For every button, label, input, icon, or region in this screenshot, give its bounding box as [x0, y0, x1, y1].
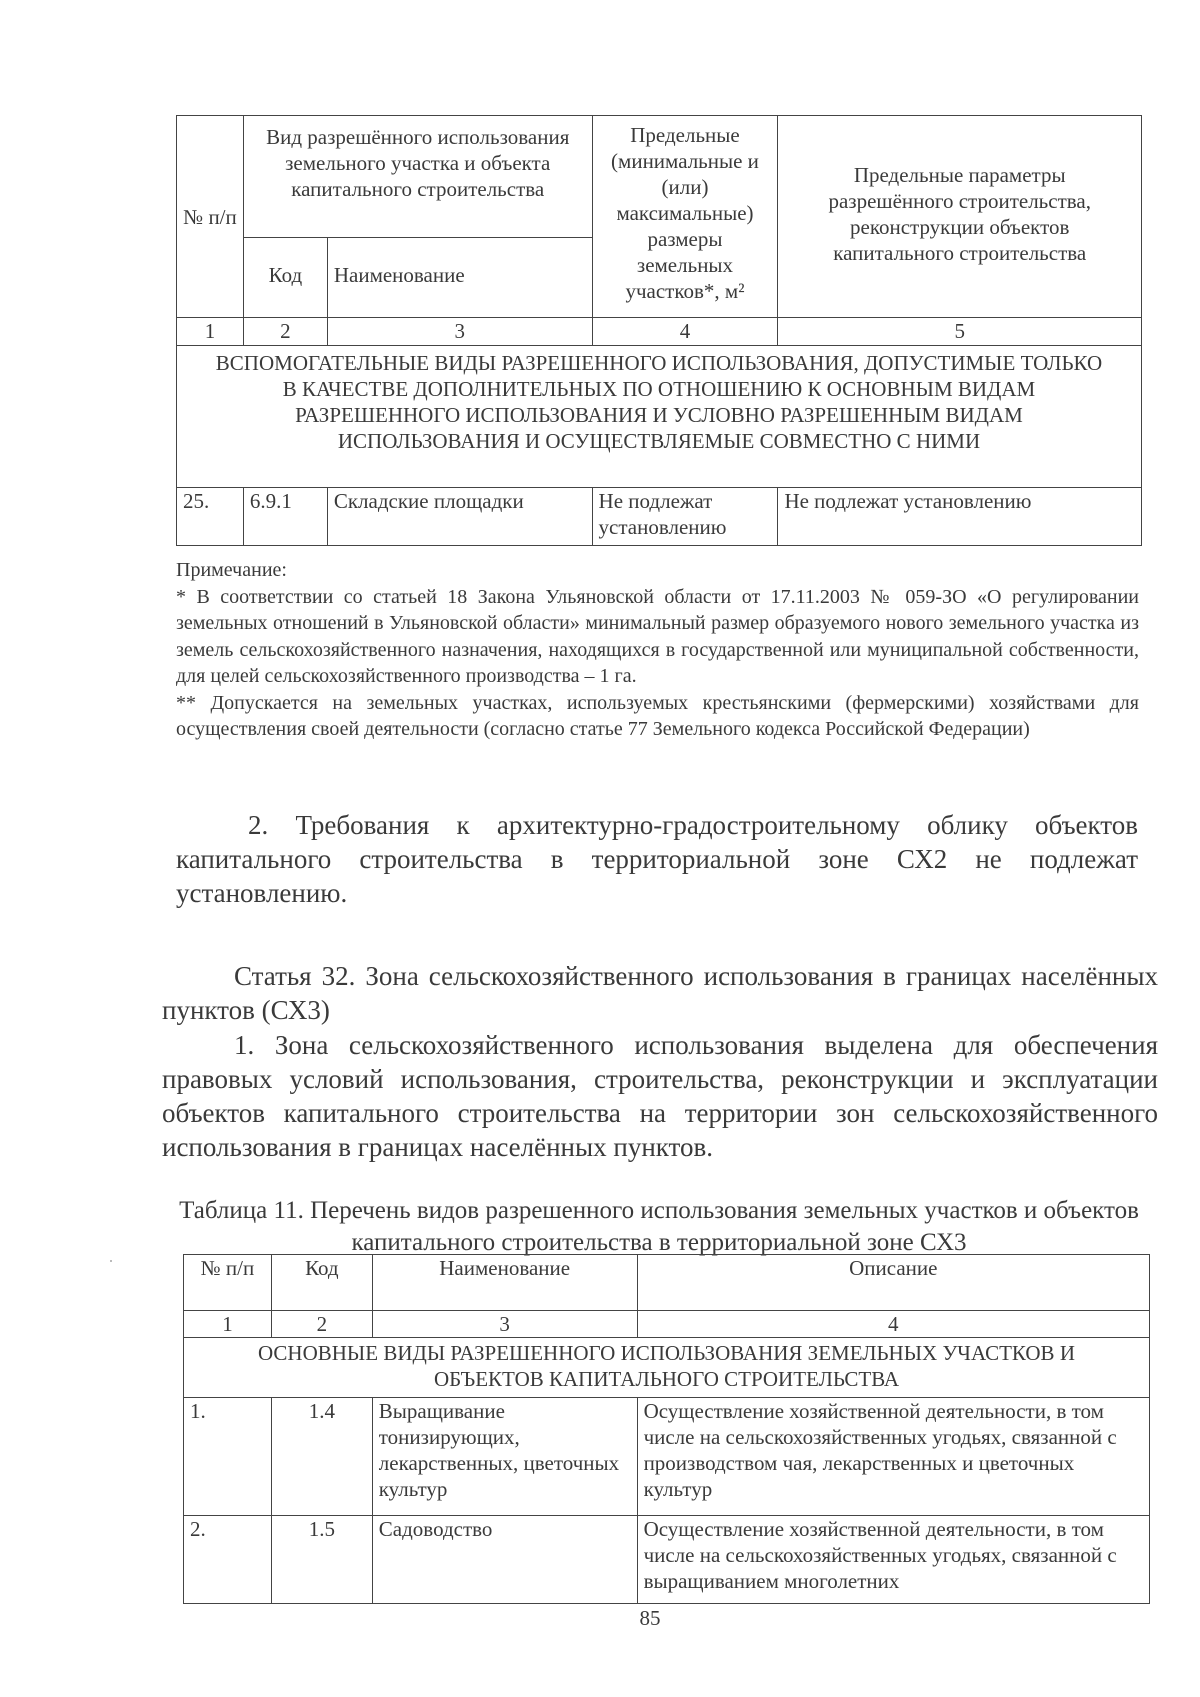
- column-number-cell: 2: [243, 318, 327, 346]
- column-number-cell: 3: [372, 1311, 637, 1338]
- header-description: Описание: [637, 1255, 1149, 1311]
- header-number: № п/п: [184, 1255, 272, 1311]
- column-number-cell: 4: [637, 1311, 1149, 1338]
- header-name: Наименование: [372, 1255, 637, 1311]
- row-name: Садоводство: [372, 1516, 637, 1604]
- header-name: Наименование: [327, 238, 592, 318]
- header-number: № п/п: [177, 116, 244, 318]
- table-caption: Таблица 11. Перечень видов разрешенного использования земельных участков и объектов капитального строительства в территориальной зоне СХ3: [179, 1197, 1139, 1256]
- row-construction-params: Не подлежат установлению: [778, 488, 1142, 546]
- column-number-cell: 3: [327, 318, 592, 346]
- row-number: 2.: [184, 1516, 272, 1604]
- paragraph-zone-description: 1. Зона сельскохозяйственного использования выделена для обеспечения правовых условий использования, строительства, реконструкции и эксплуатации объектов капитального строительства на территории зон сельскохозяйственного использования в границах населённых пунктов.: [162, 1030, 1158, 1162]
- row-code: 1.5: [271, 1516, 372, 1604]
- permitted-use-table-cx3: [183, 1254, 1150, 1604]
- header-code: Код: [243, 238, 327, 318]
- note-footnote-1: * В соответствии со статьей 18 Закона Ульяновской области от 17.11.2003 № 059-ЗО «О регулировании земельных отношений в Ульяновской области» минимальный размер образуемого нового земельного участка из земель сельскохозяйственного назначения, находящихся в государственной или муниципальной собственности, для целей сельскохозяйственного производства – 1 га.: [176, 585, 1139, 687]
- row-description: Осуществление хозяйственной деятельности, в том числе на сельскохозяйственных угодьях, связанной с производством чая, лекарственных и цветочных культур: [637, 1398, 1149, 1516]
- row-number: 1.: [184, 1398, 272, 1516]
- scan-speck: [110, 1260, 112, 1262]
- notes-block: [176, 557, 1139, 743]
- row-description: Осуществление хозяйственной деятельности, в том числе на сельскохозяйственных угодьях, связанной с выращиванием многолетних: [637, 1516, 1149, 1604]
- row-name: Выращивание тонизирующих, лекарственных, цветочных культур: [372, 1398, 637, 1516]
- column-number-cell: 2: [271, 1311, 372, 1338]
- column-number-cell: 5: [778, 318, 1142, 346]
- header-code: Код: [271, 1255, 372, 1311]
- header-construction-params: Предельные параметры разрешённого строительства, реконструкции объектов капитального строительства: [778, 116, 1142, 318]
- permitted-use-table-cx2: [176, 115, 1142, 546]
- row-code: 1.4: [271, 1398, 372, 1516]
- column-number-cell: 1: [184, 1311, 272, 1338]
- column-number-cell: 1: [177, 318, 244, 346]
- note-footnote-2: ** Допускается на земельных участках, используемых крестьянскими (фермерскими) хозяйствами для осуществления своей деятельности (согласно статье 77 Земельного кодекса Российской Федерации): [176, 691, 1139, 740]
- row-plot-sizes: Не подлежат установлению: [592, 488, 778, 546]
- section-auxiliary-uses: ВСПОМОГАТЕЛЬНЫЕ ВИДЫ РАЗРЕШЕННОГО ИСПОЛЬЗОВАНИЯ, ДОПУСТИМЫЕ ТОЛЬКО В КАЧЕСТВЕ ДОПОЛНИТЕЛЬНЫХ ПО ОТНОШЕНИЮ К ОСНОВНЫМ ВИДАМ РАЗРЕШЕННОГО ИСПОЛЬЗОВАНИЯ И УСЛОВНО РАЗРЕШЕННЫМ ВИДАМ ИСПОЛЬЗОВАНИЯ И ОСУЩЕСТВЛЯЕМЫЕ СОВМЕСТНО С НИМИ: [177, 346, 1142, 488]
- row-code: 6.9.1: [243, 488, 327, 546]
- notes-title: Примечание:: [176, 559, 287, 581]
- header-plot-sizes: Предельные (минимальные и (или) максимальные) размеры земельных участков*, м²: [592, 116, 778, 318]
- paragraph-appearance-requirements: 2. Требования к архитектурно-градостроительному облику объектов капитального строительства в территориальной зоне СХ2 не подлежат установлению.: [176, 810, 1138, 908]
- column-number-cell: 4: [592, 318, 778, 346]
- page-number: 85: [639, 1606, 661, 1630]
- article-heading: Статья 32. Зона сельскохозяйственного использования в границах населённых пунктов (СХ3): [162, 961, 1158, 1025]
- header-permitted-use: Вид разрешённого использования земельного участка и объекта капитального строительства: [243, 116, 592, 238]
- section-main-uses: ОСНОВНЫЕ ВИДЫ РАЗРЕШЕННОГО ИСПОЛЬЗОВАНИЯ ЗЕМЕЛЬНЫХ УЧАСТКОВ И ОБЪЕКТОВ КАПИТАЛЬНОГО СТРОИТЕЛЬСТВА: [184, 1338, 1150, 1398]
- row-name: Складские площадки: [327, 488, 592, 546]
- row-number: 25.: [177, 488, 244, 546]
